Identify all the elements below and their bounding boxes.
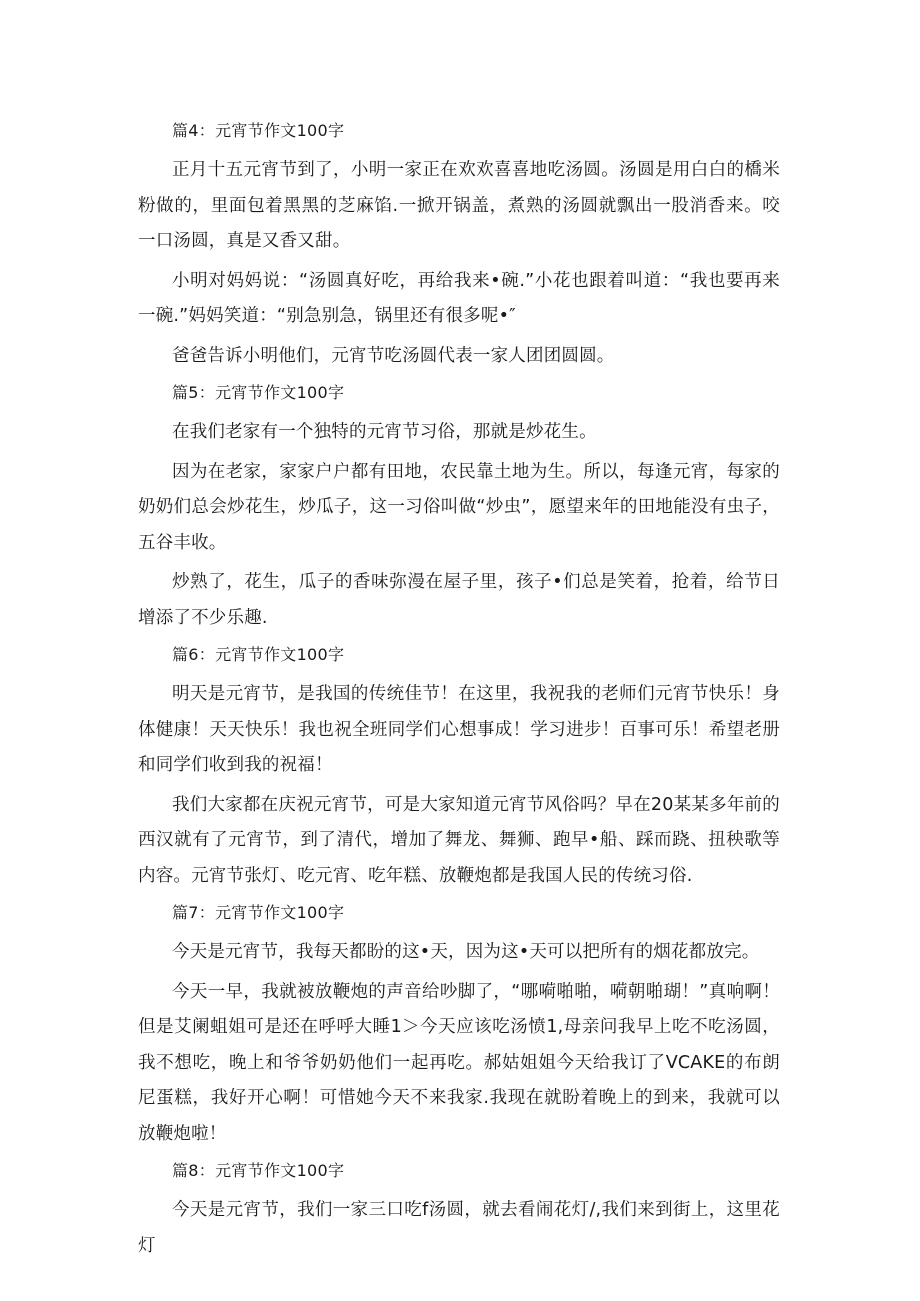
paragraph: 今天一早，我就被放鞭炮的声音给吵脚了，“哪嗬啪啪，嗬朝啪瑚！”真响啊！但是艾阑蛆姐可是还在呼呼大睡1＞今天应该吃汤愤1,母亲问我早上吃不吃汤圆，我不想吃，晚上和爷爷奶奶他们一起再吃。郝姑姐姐今天给我订了VCAKE的布朗尼蛋糕，我好开心啊！可惜她今天不来我家.我现在就盼着晚上的到来，我就可以放鞭炮啦！	[138, 981, 780, 1144]
paragraph: 明天是元宵节，是我国的传统佳节！在这里，我祝我的老师们元宵节快乐！身体健康！天天快乐！我也祝全班同学们心想事成！学习进步！百事可乐！希望老册和同学们收到我的祝福！	[138, 684, 780, 775]
section-4	[138, 116, 780, 374]
paragraph: 因为在老家，家家户户都有田地，农民靠土地为生。所以，每逢元宵，每家的奶奶们总会炒花生，炒瓜子，这一习俗叫做“炒虫”，愿望来年的田地能没有虫子，五谷丰收。	[138, 461, 780, 553]
paragraph: 在我们老家有一个独特的元宵节习俗，那就是炒花生。	[172, 422, 597, 442]
section-heading: 篇8：元宵节作文100字	[172, 1161, 345, 1180]
paragraph: 正月十五元宵节到了，小明一家正在欢欢喜喜地吃汤圆。汤圆是用白白的橋米粉做的，里面包着黑黑的芝麻馅.一掀开锅盖，煮熟的汤圆就飘出一股消香来。咬一口汤圆，真是又香又甜。	[138, 160, 780, 251]
section-5	[138, 378, 780, 636]
section-heading: 篇5：元宵节作文100字	[172, 383, 345, 402]
section-heading: 篇6：元宵节作文100字	[172, 645, 345, 664]
paragraph: 我们大家都在庆祝元宵节，可是大家知道元宵节风俗吗？早在20某某多年前的西汉就有了元宵节，到了清代，增加了舞龙、舞狮、跑早•船、踩而跷、扭秧歌等内容。元宵节张灯、吃元宵、吃年糕、放鞭炮都是我国人民的传统习俗.	[138, 794, 780, 886]
section-8	[138, 1156, 780, 1264]
section-7	[138, 898, 780, 1152]
section-6	[138, 640, 780, 894]
paragraph: 小明对妈妈说：“汤圆真好吃，再给我来•碗.”小花也跟着叫道：“我也要再来一碗.”妈妈笑道：“别急别急，锅里还有很多呢•″	[138, 270, 780, 326]
paragraph: 今天是元宵节，我每天都盼的这•天，因为这•天可以把所有的烟花都放完。	[172, 942, 760, 962]
document-body	[138, 116, 780, 1268]
paragraph: 今天是元宵节，我们一家三口吃f汤圆，就去看闹花灯/,我们来到街上，这里花灯	[138, 1200, 780, 1256]
paragraph: 炒熟了，花生，瓜子的香味弥漫在屋子里，孩子•们总是笑着，抢着，给节日增添了不少乐趣.	[138, 572, 780, 628]
section-heading: 篇4：元宵节作文100字	[172, 121, 345, 140]
section-heading: 篇7：元宵节作文100字	[172, 903, 345, 922]
paragraph: 爸爸告诉小明他们，元宵节吃汤圆代表一家人团团圆圆。	[172, 345, 615, 366]
